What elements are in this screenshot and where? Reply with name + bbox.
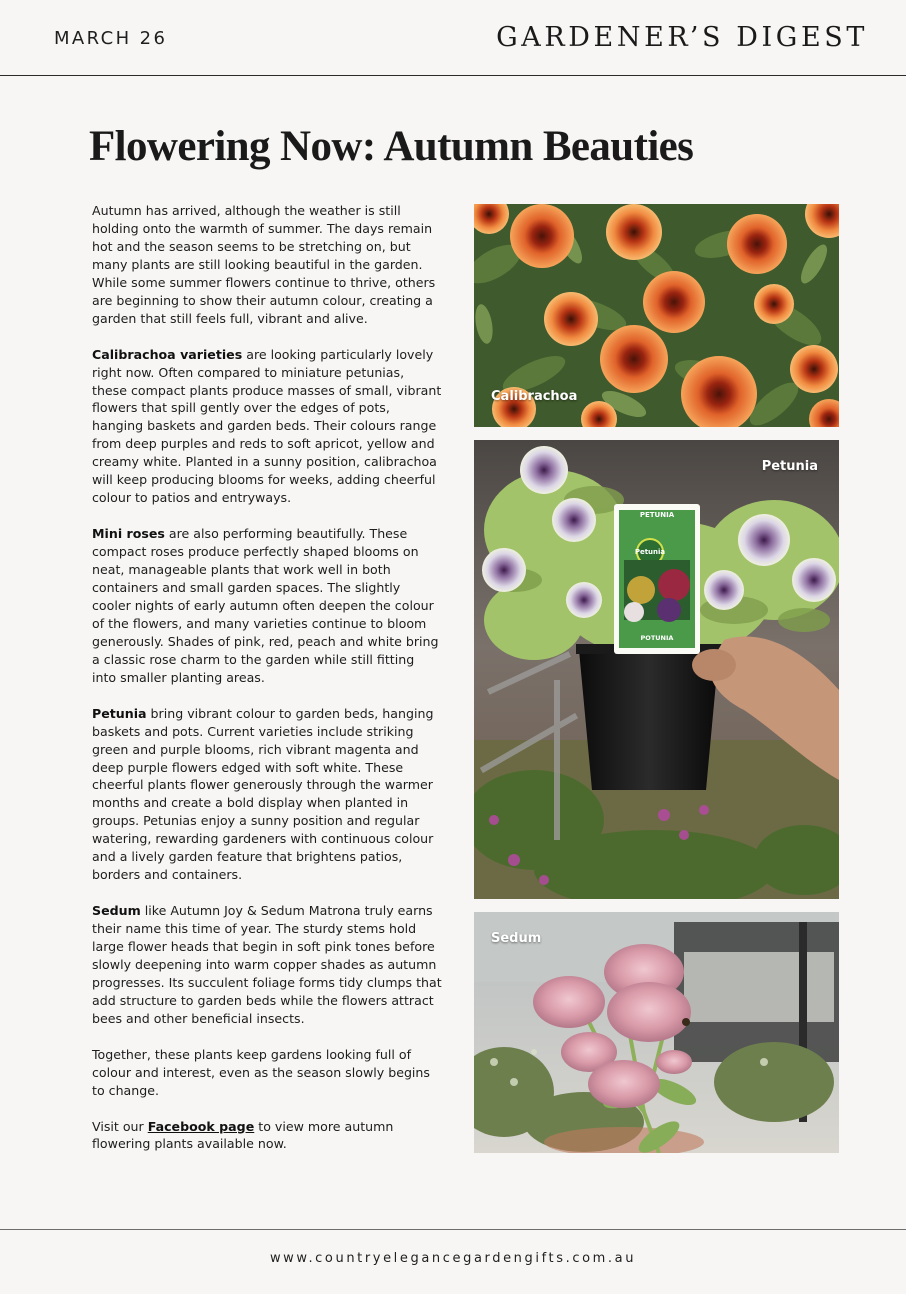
petunia-tag-brand: Petunia [634,548,666,556]
sedum-text: like Autumn Joy & Sedum Matrona truly earns their name this time of year. The sturdy stems hold large flower heads that begin in soft pink tones before slowly deepening into warm copper shades as autumn progresses. Its succulent foliage forms tidy clumps that add structure to garden beds while the flowers attract bees and other beneficial insects. [92,903,442,1026]
calibrachoa-text: are looking particularly lovely right now. Often compared to miniature petunias, these compact plants produce masses of small, vibrant flowers that spill gently over the edges of pots, hanging baskets and garden beds. Their colours range from deep purples and reds to soft apricot, yellow and creamy white. Planted in a sunny position, calibrachoa will keep producing blooms for weeks, adding cheerful colour to patios and entryways. [92,346,442,506]
roses-text: are also performing beautifully. These compact roses produce perfectly shaped blooms on neat, manageable plants that work well in both containers and small garden spaces. The slightly cooler nights of early autumn often deepen the colour of the flowers, and many varieties continue to bloom generously. Shades of pink, red, peach and white bring a classic rose charm to the garden while still fitting into smaller planting areas. [92,526,439,685]
petunia-tag-top: PETUNIA [639,511,675,519]
article-body [92,202,442,1171]
petunia-text: bring vibrant colour to garden beds, hanging baskets and pots. Current varieties include striking green and purple blooms, rich vibrant magenta and deep purple flowers edged with soft white. These cheerful plants flower generously through the warmer months and create a bold display when planted in groups. Petunias enjoy a sunny position and regular watering, rewarding gardeners with continuous colour and a lively garden feature that brightens patios, borders and containers. [92,705,434,883]
petunia-photo [474,440,839,899]
petunia-caption: Petunia [761,459,818,474]
intro-paragraph: Autumn has arrived, although the weather is still holding onto the warmth of summer. The days remain hot and the season seems to be stretching on, but many plants are still looking beautiful in the garden. While some summer flowers continue to thrive, others are beginning to show their autumn colour, creating a garden that still feels full, vibrant and alive. [92,203,436,326]
sedum-caption: Sedum [491,931,542,946]
page-header [0,0,906,76]
sedum-photo [474,912,839,1153]
sedum-paragraph [92,902,442,1028]
calibrachoa-caption: Calibrachoa [491,389,578,404]
visit-suffix: to view more autumn flowering plants available now. [92,1118,394,1152]
petunia-paragraph [92,705,442,885]
issue-date: MARCH 26 [54,28,168,49]
calibrachoa-photo [474,204,839,427]
publication-title: GARDENER’S DIGEST [496,22,868,53]
website-url[interactable]: www.countryelegancegardengifts.com.au [269,1251,637,1266]
page-footer [0,1229,906,1294]
calibrachoa-paragraph [92,346,442,508]
closing-paragraph: Together, these plants keep gardens looking full of colour and interest, even as the season slowly begins to change. [92,1046,430,1098]
article-title: Flowering Now: Autumn Beauties [89,123,694,170]
petunia-heading: Petunia [92,705,147,721]
petunia-image [474,440,839,899]
roses-heading: Mini roses [92,526,165,542]
calibrachoa-heading: Calibrachoa varieties [92,346,243,362]
sedum-heading: Sedum [92,903,141,919]
visit-prefix: Visit our [92,1118,148,1134]
sedum-image [474,912,839,1153]
visit-paragraph [92,1118,442,1154]
facebook-link[interactable]: Facebook page [147,1118,255,1134]
roses-paragraph [92,525,442,687]
petunia-tag-bottom: POTUNIA [640,634,674,642]
